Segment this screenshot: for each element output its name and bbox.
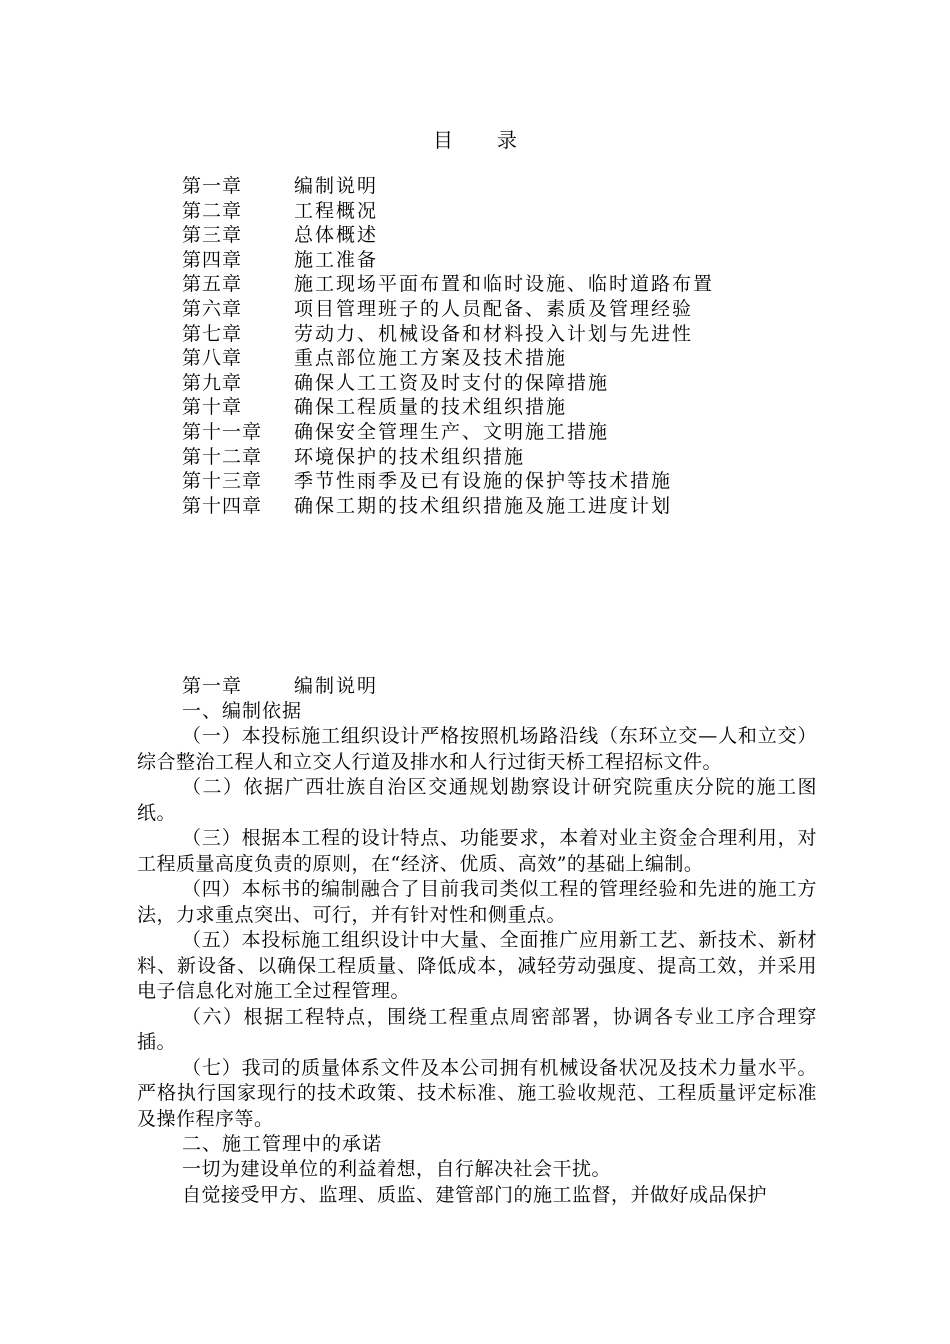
toc-item (182, 248, 822, 273)
paragraph: （六）根据工程特点，围绕工程重点周密部署，协调各专业工序合理穿插。 (137, 1005, 817, 1053)
toc-chapter-title: 确保工程质量的技术组织措施 (294, 396, 568, 419)
toc-chapter-title: 工程概况 (294, 199, 379, 222)
toc-item (182, 420, 822, 445)
toc-chapter-number: 第五章 (182, 273, 243, 296)
toc-item (182, 322, 822, 347)
chapter-title: 编制说明 (294, 675, 379, 697)
toc-item (182, 469, 822, 494)
toc-item (182, 223, 822, 248)
toc-chapter-number: 第四章 (182, 248, 243, 271)
toc-chapter-number: 第三章 (182, 224, 243, 247)
toc-item (182, 272, 822, 297)
toc-item (182, 445, 822, 470)
toc-chapter-title: 编制说明 (294, 175, 379, 197)
toc-item (182, 346, 822, 371)
toc-chapter-title: 季节性雨季及已有设施的保护等技术措施 (294, 470, 673, 493)
toc-chapter-title: 总体概述 (294, 224, 379, 247)
paragraph: （四）本标书的编制融合了目前我司类似工程的管理经验和先进的施工方法，力求重点突出、可行，并有针对性和侧重点。 (137, 878, 817, 926)
toc-chapter-number: 第二章 (182, 199, 243, 222)
chapter-heading (137, 673, 817, 699)
toc-chapter-title: 确保安全管理生产、文明施工措施 (294, 420, 610, 443)
toc-chapter-title: 确保人工工资及时支付的保障措施 (294, 371, 610, 394)
paragraph: 自觉接受甲方、监理、质监、建管部门的施工监督，并做好成品保护 (182, 1183, 768, 1206)
section-heading: 二、施工管理中的承诺 (182, 1133, 383, 1155)
toc-chapter-title: 确保工期的技术组织措施及施工进度计划 (294, 494, 673, 517)
paragraph: （五）本投标施工组织设计中大量、全面推广应用新工艺、新技术、新材料、新设备、以确保工程质量、降低成本，减轻劳动强度、提高工效，并采用电子信息化对施工全过程管理。 (137, 929, 817, 1002)
toc-chapter-title: 施工准备 (294, 248, 379, 271)
toc-chapter-number: 第十一章 (182, 420, 263, 443)
paragraph: （一）本投标施工组织设计严格按照机场路沿线（东环立交—人和立交）综合整治工程人和立交人行道及排水和人行过街天桥工程招标文件。 (137, 725, 817, 773)
toc-chapter-title: 施工现场平面布置和临时设施、临时道路布置 (294, 273, 715, 296)
chapter-one-body (137, 673, 817, 1208)
toc-chapter-title: 环境保护的技术组织措施 (294, 445, 526, 468)
toc-item (182, 395, 822, 420)
table-of-contents (182, 174, 822, 518)
toc-chapter-number: 第一章 (182, 175, 243, 197)
toc-item (182, 494, 822, 519)
toc-title: 目录 (433, 128, 561, 152)
toc-chapter-title: 重点部位施工方案及技术措施 (294, 347, 568, 370)
toc-chapter-title: 项目管理班子的人员配备、素质及管理经验 (294, 297, 694, 320)
section-heading: 一、编制依据 (182, 700, 303, 722)
toc-chapter-number: 第八章 (182, 347, 243, 370)
paragraph: （三）根据本工程的设计特点、功能要求，本着对业主资金合理利用，对工程质量高度负责的原则，在“经济、优质、高效”的基础上编制。 (137, 827, 817, 875)
toc-chapter-number: 第十三章 (182, 470, 263, 493)
toc-item (182, 174, 822, 199)
paragraph: 一切为建设单位的利益着想，自行解决社会干扰。 (182, 1158, 612, 1180)
paragraph: （二）依据广西壮族自治区交通规划勘察设计研究院重庆分院的施工图纸。 (137, 776, 817, 824)
toc-chapter-number: 第十四章 (182, 494, 263, 517)
toc-chapter-number: 第十二章 (182, 445, 263, 468)
toc-item (182, 297, 822, 322)
chapter-number: 第一章 (182, 675, 243, 697)
toc-chapter-number: 第十章 (182, 396, 243, 419)
toc-item (182, 371, 822, 396)
toc-chapter-number: 第六章 (182, 297, 243, 320)
toc-chapter-title: 劳动力、机械设备和材料投入计划与先进性 (294, 322, 694, 345)
toc-chapter-number: 第七章 (182, 322, 243, 345)
toc-item (182, 199, 822, 224)
paragraph: （七）我司的质量体系文件及本公司拥有机械设备状况及技术力量水平。严格执行国家现行的技术政策、技术标准、施工验收规范、工程质量评定标准及操作程序等。 (137, 1056, 817, 1130)
toc-chapter-number: 第九章 (182, 371, 243, 394)
